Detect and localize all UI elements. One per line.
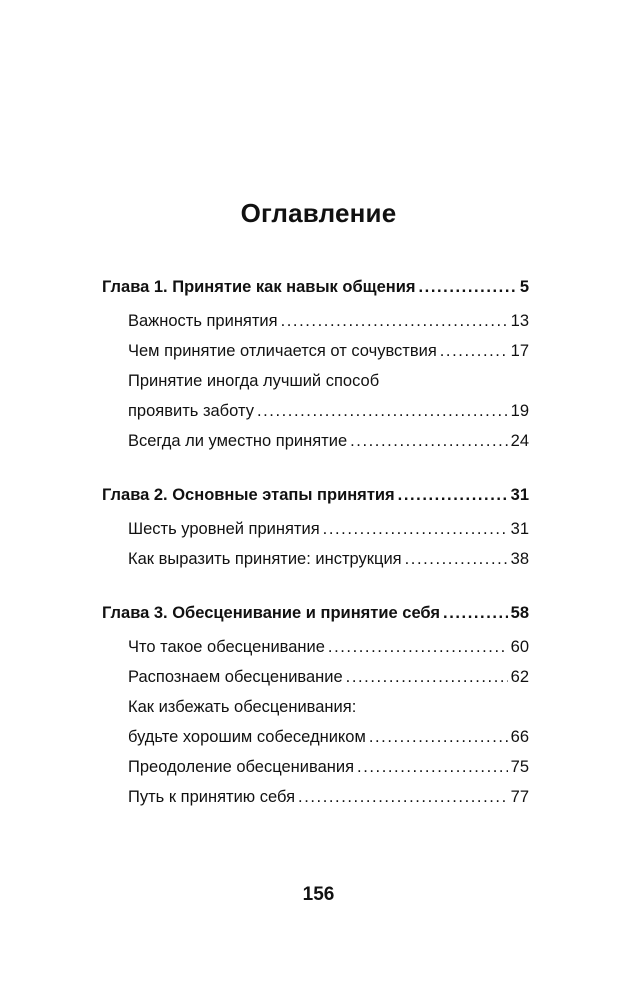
dot-leader	[418, 272, 516, 302]
entry-title: Распознаем обесценивание	[128, 668, 343, 686]
toc-entry[interactable]	[102, 782, 529, 812]
toc-entry[interactable]	[102, 514, 529, 544]
toc-chapter-3	[102, 598, 529, 812]
entry-page-number: 19	[510, 402, 529, 420]
dot-leader	[346, 662, 508, 692]
entry-page-number: 13	[510, 312, 529, 330]
toc-chapter-1	[102, 272, 529, 456]
entry-title: Как выразить принятие: инструкция	[128, 550, 402, 568]
dot-leader	[398, 480, 508, 510]
entry-title: Путь к принятию себя	[128, 788, 296, 806]
toc-entry[interactable]	[102, 722, 529, 752]
chapter-heading-row[interactable]	[102, 272, 529, 302]
dot-leader	[257, 396, 508, 426]
toc-entry[interactable]	[102, 544, 529, 574]
toc-entry[interactable]	[102, 396, 529, 426]
entry-page-number: 75	[510, 758, 529, 776]
toc-entry[interactable]	[102, 662, 529, 692]
entry-title: Чем принятие отличается от сочувствия	[128, 342, 437, 360]
entry-page-number: 38	[510, 550, 529, 568]
dot-leader	[357, 752, 508, 782]
entry-title-first-line: Как избежать обесценивания:	[128, 698, 357, 716]
chapter-page-number: 5	[519, 278, 529, 296]
chapter-title: Глава 1. Принятие как навык общения	[102, 278, 416, 296]
chapter-page-number: 31	[510, 486, 529, 504]
dot-leader	[323, 514, 508, 544]
dot-leader	[328, 632, 508, 662]
entry-title-first-line: Принятие иногда лучший способ	[128, 372, 380, 390]
entry-title: будьте хорошим собеседником	[128, 728, 366, 746]
toc-entry[interactable]	[102, 632, 529, 662]
entry-page-number: 17	[510, 342, 529, 360]
chapter-heading-row[interactable]	[102, 598, 529, 628]
dot-leader	[440, 336, 508, 366]
dot-leader	[443, 598, 508, 628]
dot-leader	[281, 306, 508, 336]
entry-page-number: 66	[510, 728, 529, 746]
toc-entry[interactable]	[102, 306, 529, 336]
entry-title: Что такое обесценивание	[128, 638, 325, 656]
entry-page-number: 60	[510, 638, 529, 656]
dot-leader	[405, 544, 508, 574]
toc-entry[interactable]	[102, 426, 529, 456]
chapter-title: Глава 2. Основные этапы принятия	[102, 486, 395, 504]
entry-page-number: 77	[510, 788, 529, 806]
toc-chapter-2	[102, 480, 529, 574]
chapter-heading-row[interactable]	[102, 480, 529, 510]
entry-title: проявить заботу	[128, 402, 254, 420]
table-of-contents	[102, 272, 529, 812]
chapter-title: Глава 3. Обесценивание и принятие себя	[102, 604, 441, 622]
entry-title: Шесть уровней принятия	[128, 520, 320, 538]
page-title: Оглавление	[240, 198, 397, 228]
entry-title: Важность принятия	[128, 312, 278, 330]
toc-entry[interactable]	[102, 336, 529, 366]
dot-leader	[298, 782, 508, 812]
dot-leader	[369, 722, 508, 752]
dot-leader	[350, 426, 508, 456]
entry-page-number: 31	[510, 520, 529, 538]
toc-entry[interactable]	[102, 752, 529, 782]
entry-page-number: 62	[510, 668, 529, 686]
entry-title: Всегда ли уместно принятие	[128, 432, 348, 450]
page-number: 156	[302, 884, 335, 905]
chapter-page-number: 58	[510, 604, 529, 622]
entry-title: Преодоление обесценивания	[128, 758, 355, 776]
entry-page-number: 24	[510, 432, 529, 450]
